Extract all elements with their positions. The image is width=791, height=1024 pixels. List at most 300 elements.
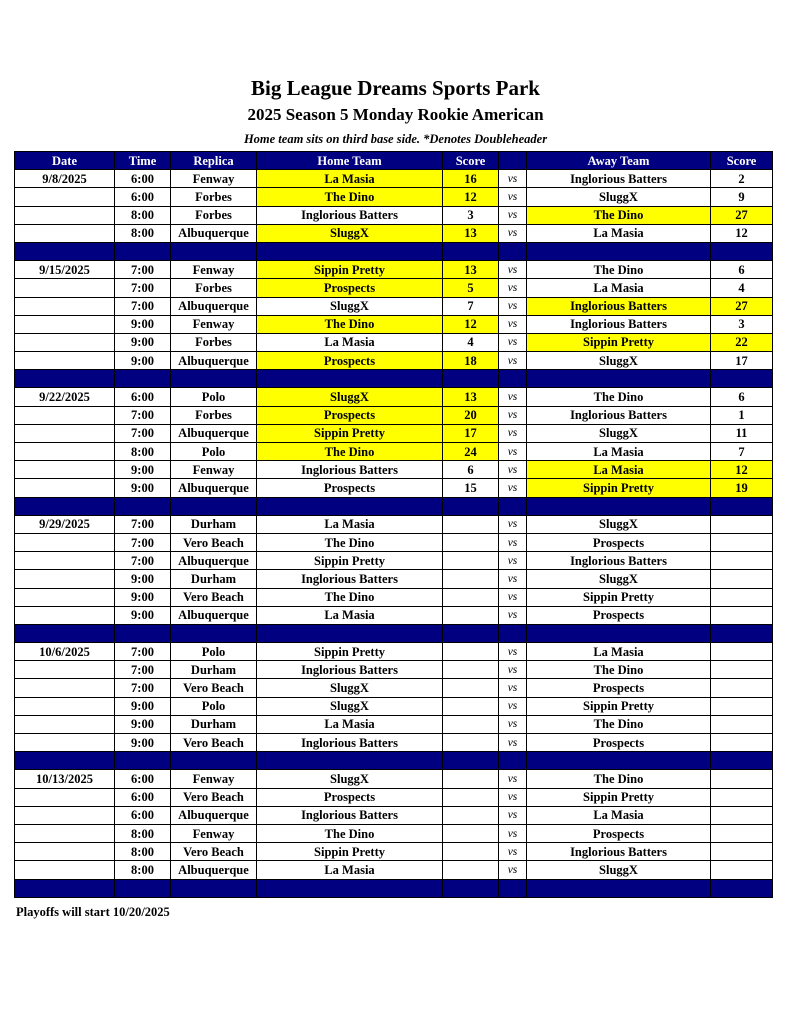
away-team: Prospects	[527, 606, 711, 624]
separator-cell	[115, 497, 171, 515]
away-team: Prospects	[527, 533, 711, 551]
home-score: 12	[443, 188, 499, 206]
game-date: 9/15/2025	[15, 261, 115, 279]
away-team: Sippin Pretty	[527, 588, 711, 606]
away-team: Sippin Pretty	[527, 333, 711, 351]
game-field: Vero Beach	[171, 588, 257, 606]
game-date-empty	[15, 461, 115, 479]
home-team: La Masia	[257, 170, 443, 188]
game-row	[15, 806, 773, 824]
away-score: 11	[711, 424, 773, 442]
separator-cell	[443, 752, 499, 770]
home-score	[443, 715, 499, 733]
vs-label: vs	[499, 734, 527, 752]
vs-label: vs	[499, 788, 527, 806]
home-team: The Dino	[257, 315, 443, 333]
away-team: Inglorious Batters	[527, 406, 711, 424]
separator-cell	[443, 497, 499, 515]
home-team: Sippin Pretty	[257, 552, 443, 570]
game-row	[15, 406, 773, 424]
vs-label: vs	[499, 261, 527, 279]
separator-cell	[115, 752, 171, 770]
away-score: 4	[711, 279, 773, 297]
game-date-empty	[15, 861, 115, 879]
separator-cell	[711, 752, 773, 770]
game-field: Durham	[171, 570, 257, 588]
game-time: 9:00	[115, 588, 171, 606]
vs-label: vs	[499, 643, 527, 661]
game-date-empty	[15, 697, 115, 715]
separator-cell	[499, 242, 527, 260]
game-row	[15, 297, 773, 315]
game-row	[15, 206, 773, 224]
home-team: SluggX	[257, 679, 443, 697]
vs-label: vs	[499, 279, 527, 297]
vs-label: vs	[499, 606, 527, 624]
game-field: Fenway	[171, 261, 257, 279]
home-score: 13	[443, 224, 499, 242]
separator-cell	[443, 624, 499, 642]
home-team: The Dino	[257, 588, 443, 606]
vs-label: vs	[499, 333, 527, 351]
home-score	[443, 515, 499, 533]
away-score: 3	[711, 315, 773, 333]
game-date-empty	[15, 333, 115, 351]
game-row	[15, 515, 773, 533]
away-score: 27	[711, 206, 773, 224]
away-team: SluggX	[527, 424, 711, 442]
game-time: 9:00	[115, 734, 171, 752]
separator-cell	[443, 370, 499, 388]
home-score	[443, 843, 499, 861]
game-time: 8:00	[115, 224, 171, 242]
away-team: La Masia	[527, 806, 711, 824]
game-row	[15, 279, 773, 297]
game-field: Fenway	[171, 824, 257, 842]
separator-cell	[257, 752, 443, 770]
game-time: 6:00	[115, 788, 171, 806]
game-row	[15, 679, 773, 697]
home-team: La Masia	[257, 333, 443, 351]
game-field: Polo	[171, 643, 257, 661]
game-time: 9:00	[115, 570, 171, 588]
game-time: 7:00	[115, 679, 171, 697]
vs-label: vs	[499, 297, 527, 315]
away-team: The Dino	[527, 715, 711, 733]
separator-cell	[443, 242, 499, 260]
schedule-table	[14, 151, 773, 898]
game-field: Albuquerque	[171, 297, 257, 315]
game-field: Albuquerque	[171, 352, 257, 370]
game-row	[15, 570, 773, 588]
week-separator	[15, 624, 773, 642]
away-team: Prospects	[527, 679, 711, 697]
home-score	[443, 570, 499, 588]
vs-label: vs	[499, 388, 527, 406]
away-score	[711, 697, 773, 715]
home-score	[443, 679, 499, 697]
game-field: Fenway	[171, 315, 257, 333]
vs-label: vs	[499, 479, 527, 497]
game-time: 8:00	[115, 206, 171, 224]
game-date-empty	[15, 224, 115, 242]
separator-cell	[499, 370, 527, 388]
away-score	[711, 643, 773, 661]
game-field: Polo	[171, 443, 257, 461]
home-score: 3	[443, 206, 499, 224]
game-row	[15, 697, 773, 715]
home-team: The Dino	[257, 188, 443, 206]
home-team: The Dino	[257, 533, 443, 551]
home-score	[443, 824, 499, 842]
game-field: Forbes	[171, 406, 257, 424]
game-row	[15, 188, 773, 206]
game-field: Durham	[171, 715, 257, 733]
separator-cell	[527, 624, 711, 642]
home-team: La Masia	[257, 715, 443, 733]
game-date: 9/22/2025	[15, 388, 115, 406]
away-team: La Masia	[527, 224, 711, 242]
game-time: 6:00	[115, 388, 171, 406]
separator-cell	[15, 497, 115, 515]
column-header-date: Date	[15, 152, 115, 170]
game-row	[15, 588, 773, 606]
game-row	[15, 333, 773, 351]
game-row	[15, 224, 773, 242]
vs-label: vs	[499, 715, 527, 733]
game-row	[15, 715, 773, 733]
separator-cell	[711, 242, 773, 260]
away-score	[711, 734, 773, 752]
separator-cell	[711, 497, 773, 515]
game-date: 10/13/2025	[15, 770, 115, 788]
separator-cell	[527, 497, 711, 515]
away-score: 22	[711, 333, 773, 351]
home-score: 5	[443, 279, 499, 297]
column-header-vs	[499, 152, 527, 170]
home-team: Inglorious Batters	[257, 461, 443, 479]
vs-label: vs	[499, 679, 527, 697]
game-date-empty	[15, 679, 115, 697]
home-score	[443, 788, 499, 806]
game-date-empty	[15, 570, 115, 588]
game-date-empty	[15, 661, 115, 679]
separator-cell	[171, 752, 257, 770]
home-team: La Masia	[257, 515, 443, 533]
game-field: Durham	[171, 661, 257, 679]
game-date: 9/8/2025	[15, 170, 115, 188]
vs-label: vs	[499, 406, 527, 424]
game-field: Vero Beach	[171, 788, 257, 806]
home-score: 6	[443, 461, 499, 479]
game-row	[15, 861, 773, 879]
home-team: Sippin Pretty	[257, 643, 443, 661]
vs-label: vs	[499, 570, 527, 588]
column-header-away-team: Away Team	[527, 152, 711, 170]
column-header-home-score: Score	[443, 152, 499, 170]
away-score	[711, 824, 773, 842]
game-field: Albuquerque	[171, 606, 257, 624]
game-time: 8:00	[115, 824, 171, 842]
column-header-time: Time	[115, 152, 171, 170]
game-row	[15, 843, 773, 861]
game-row	[15, 606, 773, 624]
week-separator	[15, 752, 773, 770]
separator-cell	[527, 242, 711, 260]
game-date-empty	[15, 188, 115, 206]
away-score: 27	[711, 297, 773, 315]
home-score	[443, 770, 499, 788]
schedule-body	[15, 170, 773, 898]
game-date-empty	[15, 606, 115, 624]
home-score	[443, 734, 499, 752]
separator-cell	[711, 624, 773, 642]
separator-cell	[15, 624, 115, 642]
game-field: Albuquerque	[171, 806, 257, 824]
game-field: Albuquerque	[171, 552, 257, 570]
home-score	[443, 533, 499, 551]
separator-cell	[499, 624, 527, 642]
separator-cell	[527, 752, 711, 770]
game-time: 9:00	[115, 315, 171, 333]
away-team: Sippin Pretty	[527, 479, 711, 497]
game-date-empty	[15, 297, 115, 315]
home-score: 24	[443, 443, 499, 461]
home-score	[443, 643, 499, 661]
away-team: Inglorious Batters	[527, 843, 711, 861]
home-team: SluggX	[257, 297, 443, 315]
home-score: 13	[443, 261, 499, 279]
away-score	[711, 788, 773, 806]
vs-label: vs	[499, 206, 527, 224]
vs-label: vs	[499, 533, 527, 551]
week-separator	[15, 242, 773, 260]
away-team: SluggX	[527, 515, 711, 533]
game-date-empty	[15, 734, 115, 752]
vs-label: vs	[499, 824, 527, 842]
game-field: Vero Beach	[171, 734, 257, 752]
separator-cell	[499, 879, 527, 897]
home-score	[443, 552, 499, 570]
vs-label: vs	[499, 188, 527, 206]
away-score	[711, 861, 773, 879]
home-score: 16	[443, 170, 499, 188]
game-time: 7:00	[115, 552, 171, 570]
game-time: 9:00	[115, 715, 171, 733]
schedule-header-row	[15, 152, 773, 170]
home-score: 18	[443, 352, 499, 370]
game-field: Forbes	[171, 206, 257, 224]
separator-cell	[527, 879, 711, 897]
game-time: 9:00	[115, 606, 171, 624]
home-score: 17	[443, 424, 499, 442]
game-time: 6:00	[115, 770, 171, 788]
vs-label: vs	[499, 661, 527, 679]
away-score: 7	[711, 443, 773, 461]
separator-cell	[443, 879, 499, 897]
away-team: Sippin Pretty	[527, 697, 711, 715]
separator-cell	[115, 879, 171, 897]
separator-cell	[257, 497, 443, 515]
home-score	[443, 806, 499, 824]
game-time: 9:00	[115, 697, 171, 715]
away-score	[711, 661, 773, 679]
home-team: SluggX	[257, 388, 443, 406]
home-score: 13	[443, 388, 499, 406]
game-time: 9:00	[115, 461, 171, 479]
vs-label: vs	[499, 588, 527, 606]
home-score	[443, 606, 499, 624]
home-team: SluggX	[257, 224, 443, 242]
page-note: Home team sits on third base side. *Denotes Doubleheader	[243, 132, 548, 146]
home-team: La Masia	[257, 861, 443, 879]
game-date-empty	[15, 715, 115, 733]
separator-cell	[257, 879, 443, 897]
away-score: 1	[711, 406, 773, 424]
game-field: Albuquerque	[171, 861, 257, 879]
vs-label: vs	[499, 352, 527, 370]
game-row	[15, 552, 773, 570]
home-score: 20	[443, 406, 499, 424]
home-score	[443, 697, 499, 715]
vs-label: vs	[499, 515, 527, 533]
week-separator	[15, 879, 773, 897]
separator-cell	[171, 497, 257, 515]
separator-cell	[257, 624, 443, 642]
game-row	[15, 770, 773, 788]
game-row	[15, 261, 773, 279]
home-score: 7	[443, 297, 499, 315]
home-team: Inglorious Batters	[257, 570, 443, 588]
game-time: 6:00	[115, 806, 171, 824]
away-score: 6	[711, 261, 773, 279]
game-time: 7:00	[115, 297, 171, 315]
game-date-empty	[15, 424, 115, 442]
vs-label: vs	[499, 552, 527, 570]
home-team: Prospects	[257, 479, 443, 497]
game-time: 7:00	[115, 643, 171, 661]
away-score	[711, 770, 773, 788]
playoffs-note: Playoffs will start 10/20/2025	[16, 905, 170, 919]
game-row	[15, 734, 773, 752]
away-score: 6	[711, 388, 773, 406]
game-row	[15, 643, 773, 661]
game-row	[15, 170, 773, 188]
home-score	[443, 661, 499, 679]
game-date-empty	[15, 479, 115, 497]
away-score: 17	[711, 352, 773, 370]
vs-label: vs	[499, 861, 527, 879]
home-team: SluggX	[257, 770, 443, 788]
game-date-empty	[15, 406, 115, 424]
game-time: 9:00	[115, 333, 171, 351]
game-field: Vero Beach	[171, 533, 257, 551]
vs-label: vs	[499, 424, 527, 442]
away-team: The Dino	[527, 661, 711, 679]
game-date-empty	[15, 315, 115, 333]
away-team: Inglorious Batters	[527, 170, 711, 188]
home-team: Sippin Pretty	[257, 261, 443, 279]
away-score	[711, 515, 773, 533]
page-title: Big League Dreams Sports Park	[251, 76, 540, 100]
game-time: 8:00	[115, 843, 171, 861]
separator-cell	[15, 370, 115, 388]
home-team: Inglorious Batters	[257, 206, 443, 224]
vs-label: vs	[499, 443, 527, 461]
home-score	[443, 861, 499, 879]
away-score	[711, 679, 773, 697]
game-time: 7:00	[115, 515, 171, 533]
away-team: SluggX	[527, 352, 711, 370]
home-team: SluggX	[257, 697, 443, 715]
game-field: Fenway	[171, 461, 257, 479]
away-team: Inglorious Batters	[527, 315, 711, 333]
separator-cell	[15, 752, 115, 770]
separator-cell	[527, 370, 711, 388]
vs-label: vs	[499, 315, 527, 333]
away-score: 12	[711, 224, 773, 242]
game-time: 6:00	[115, 170, 171, 188]
away-team: SluggX	[527, 861, 711, 879]
away-team: La Masia	[527, 443, 711, 461]
game-date-empty	[15, 588, 115, 606]
separator-cell	[171, 624, 257, 642]
separator-cell	[115, 624, 171, 642]
game-time: 7:00	[115, 661, 171, 679]
away-team: Prospects	[527, 824, 711, 842]
separator-cell	[15, 879, 115, 897]
page-subtitle: 2025 Season 5 Monday Rookie American	[247, 105, 544, 124]
game-time: 9:00	[115, 479, 171, 497]
away-team: Prospects	[527, 734, 711, 752]
game-row	[15, 824, 773, 842]
away-team: Inglorious Batters	[527, 297, 711, 315]
vs-label: vs	[499, 170, 527, 188]
column-header-replica: Replica	[171, 152, 257, 170]
game-field: Forbes	[171, 279, 257, 297]
separator-cell	[499, 497, 527, 515]
game-row	[15, 315, 773, 333]
home-team: The Dino	[257, 443, 443, 461]
game-time: 7:00	[115, 406, 171, 424]
home-team: Inglorious Batters	[257, 806, 443, 824]
vs-label: vs	[499, 843, 527, 861]
column-header-home-team: Home Team	[257, 152, 443, 170]
week-separator	[15, 370, 773, 388]
separator-cell	[171, 879, 257, 897]
game-date-empty	[15, 279, 115, 297]
home-team: Prospects	[257, 279, 443, 297]
away-team: The Dino	[527, 261, 711, 279]
vs-label: vs	[499, 697, 527, 715]
game-date: 9/29/2025	[15, 515, 115, 533]
game-time: 7:00	[115, 261, 171, 279]
home-team: Inglorious Batters	[257, 734, 443, 752]
game-time: 7:00	[115, 279, 171, 297]
home-team: The Dino	[257, 824, 443, 842]
game-time: 6:00	[115, 188, 171, 206]
game-field: Albuquerque	[171, 479, 257, 497]
away-score: 9	[711, 188, 773, 206]
away-team: SluggX	[527, 570, 711, 588]
home-score	[443, 588, 499, 606]
away-team: The Dino	[527, 206, 711, 224]
away-score: 19	[711, 479, 773, 497]
away-score	[711, 715, 773, 733]
separator-cell	[171, 370, 257, 388]
away-team: The Dino	[527, 770, 711, 788]
game-field: Polo	[171, 388, 257, 406]
